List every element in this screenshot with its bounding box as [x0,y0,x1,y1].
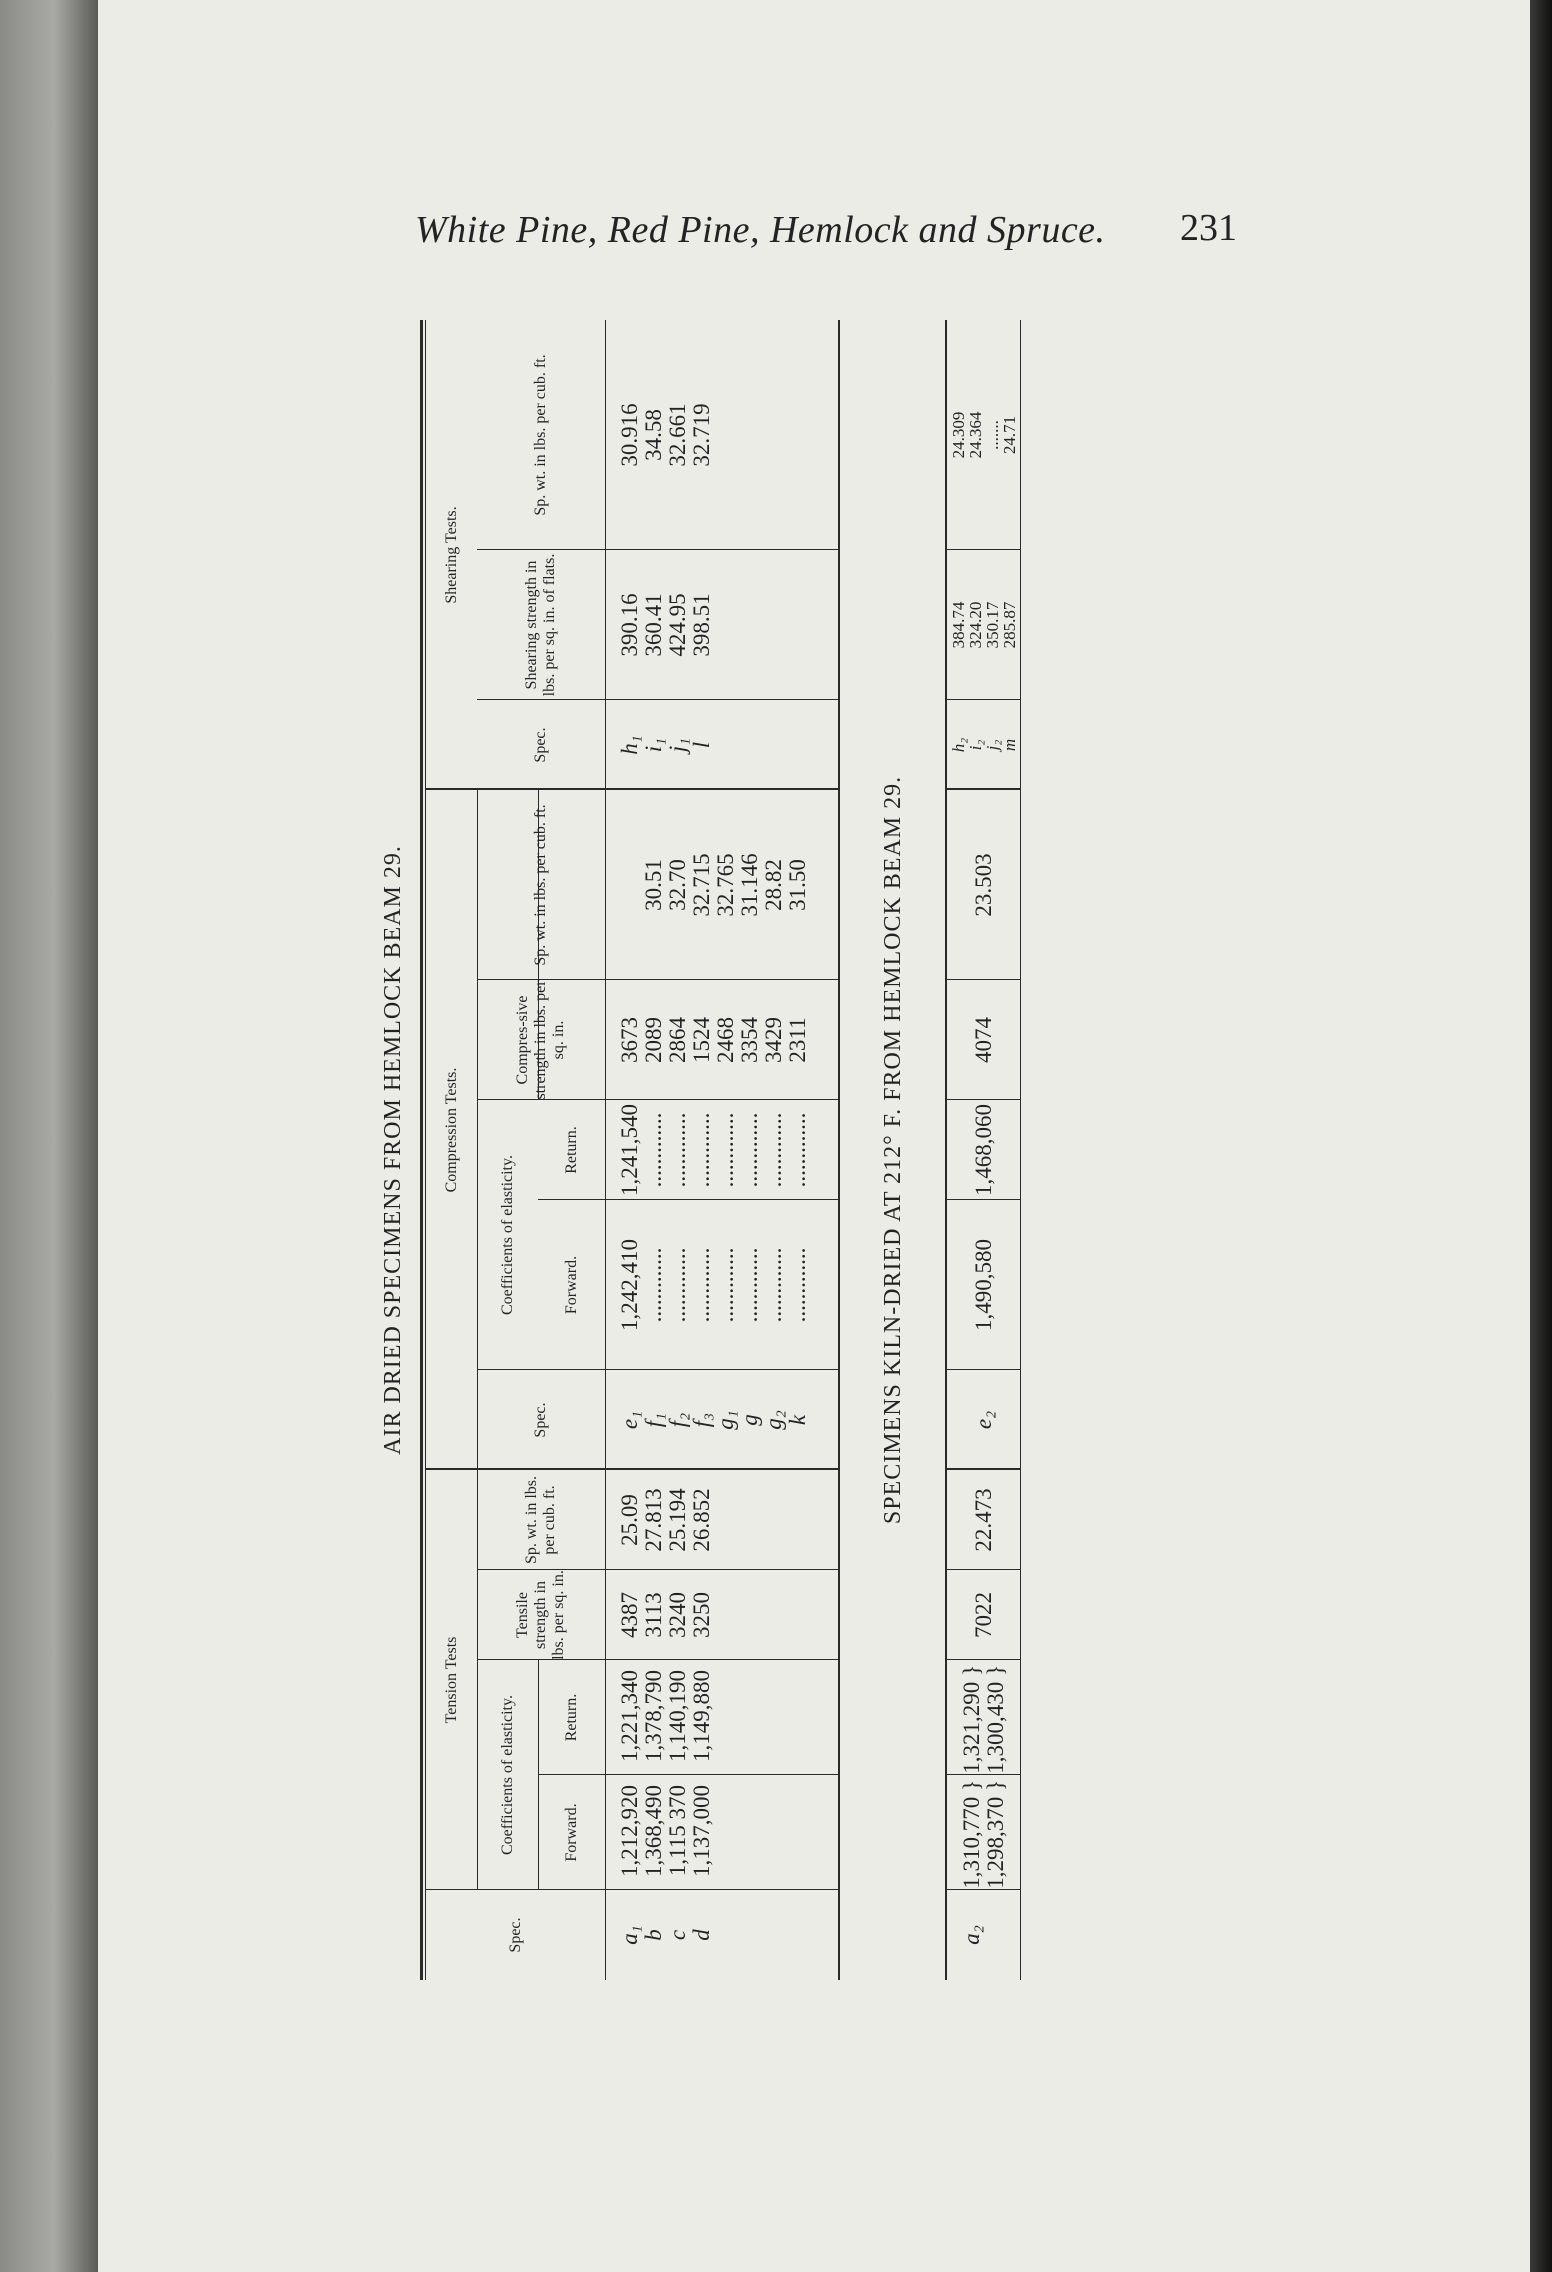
rotated-table-block [350,310,1120,1990]
air-tension-spec-column: a₁ b c d [617,1925,714,1945]
kiln-compression-spwt: 23.503 [971,853,996,917]
kiln-tension-forward: 1,310,770 } 1,298,370 } [959,1780,1008,1889]
air-shearing-spwt-column: 30.916 34.58 32.661 32.719 [617,403,714,467]
air-tensile-strength-column: 4387 3113 3240 3250 [617,1592,714,1638]
tension-tests-header: Tension Tests [442,1636,460,1724]
tension-spec-header: Spec. [506,1917,524,1953]
kiln-section-top-rule [945,320,947,1980]
compression-spec-header: Spec. [532,1402,549,1438]
kiln-tension-return: 1,321,290 } 1,300,430 } [959,1665,1008,1774]
shearing-spec-header: Spec. [532,727,549,763]
kiln-section-bottom-rule [1020,320,1021,1980]
compressive-strength-header: Compres-sive strength in lbs. per sq. in. [514,980,567,1100]
kiln-shearing-strength-column: 384.74 324.20 350.17 285.87 [949,601,1019,649]
table-top-rule [420,320,423,1980]
compression-coef-header: Coefficients of elasticity. [498,1155,516,1315]
air-tension-forward-column: 1,212,920 1,368,490 1,115 370 1,137,000 [617,1785,714,1877]
tension-spwt-header: Sp. wt. in lbs. per cub. ft. [523,1476,558,1565]
kiln-dried-title: SPECIMENS KILN-DRIED AT 212° F. FROM HEMLOCK BEAM 29. [880,775,906,1525]
air-tension-return-column: 1,221,340 1,378,790 1,140,190 1,149,880 [617,1670,714,1762]
tensile-strength-header: Tensile strength in lbs. per sq. in. [514,1570,567,1660]
kiln-shearing-spwt-column: 24.309 24.364 ....... 24.71 [949,411,1019,459]
air-shearing-spec-column: h₁ i₁ j₁ l [617,735,714,755]
kiln-compression-spec: e₂ [971,1410,996,1430]
compression-forward-header: Forward. [562,1255,580,1315]
air-compression-forward-column: 1,242,410 ............. ............. ............. ............. ............. ............. ............. [617,1239,810,1331]
kiln-shearing-spec-column: h₂ i₂ j₂ m [949,737,1019,753]
tension-forward-header: Forward. [562,1803,580,1862]
compression-spwt-header: Sp. wt. in lbs. per cub. ft. [532,804,549,966]
air-compressive-strength-column: 3673 2089 2864 1524 2468 3354 3429 2311 [617,1017,810,1063]
kiln-tensile-strength: 7022 [971,1592,996,1638]
shearing-strength-header: Shearing strength in lbs. per sq. in. of flats. [523,553,558,697]
compression-tests-header: Compression Tests. [442,1067,460,1193]
adjacent-page-edge [0,0,98,2272]
page-number: 231 [1180,207,1237,249]
book-binding-edge [1530,0,1552,2272]
header-bottom-rule [605,320,606,1980]
shearing-spwt-header: Sp. wt. in lbs. per cub. ft. [532,354,549,516]
air-compression-spwt-column: 30.51 32.70 32.715 32.765 31.146 28.82 31.50 [641,853,810,917]
kiln-tension-spec: a₂ [959,1925,984,1945]
kiln-compression-return: 1,468,060 [971,1104,996,1196]
tension-return-header: Return. [562,1693,580,1742]
running-head: White Pine, Red Pine, Hemlock and Spruce. [415,209,1106,251]
air-dried-title: AIR DRIED SPECIMENS FROM HEMLOCK BEAM 29. [380,845,406,1455]
kiln-compression-forward: 1,490,580 [971,1239,996,1331]
air-shearing-strength-column: 390.16 360.41 424.95 398.51 [617,593,714,657]
air-section-bottom-rule [838,320,840,1980]
shearing-tests-header: Shearing Tests. [442,506,460,604]
air-compression-return-column: 1,241,540 ............. ............. ............. ............. ............. ............. ............. [617,1104,810,1196]
compression-return-header: Return. [562,1126,580,1174]
kiln-tension-spwt: 22.473 [971,1488,996,1552]
kiln-compressive-strength: 4074 [971,1017,996,1063]
air-tension-spwt-column: 25.09 27.813 25.194 26.852 [617,1488,714,1552]
tension-coef-header: Coefficients of elasticity. [498,1695,516,1855]
air-compression-spec-column: e₁ f₁ f₂ f₃ g₁ g g₂ k [617,1410,810,1430]
